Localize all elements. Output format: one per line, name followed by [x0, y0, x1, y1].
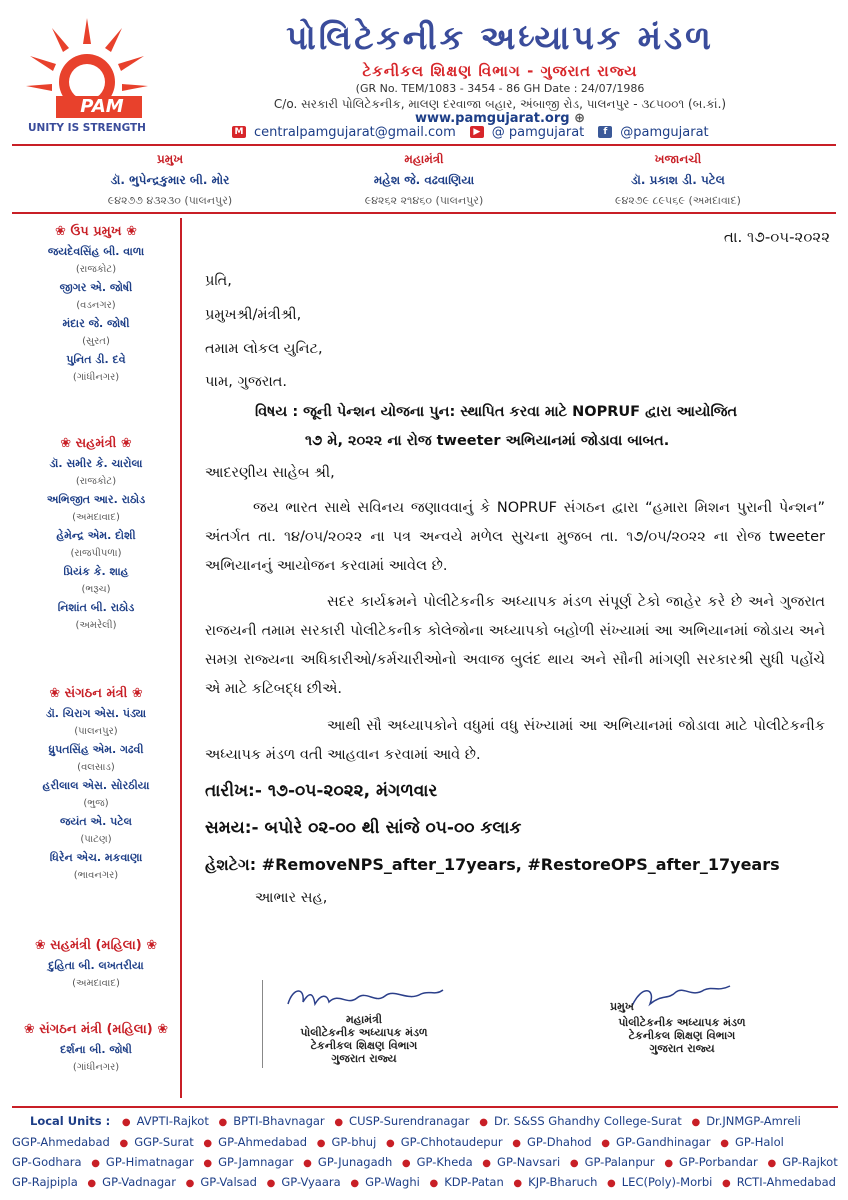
- signature-dept: ટેકનીકલ શિક્ષણ વિભાગ: [310, 1039, 418, 1052]
- unit-name: GGP-Surat: [134, 1135, 194, 1149]
- sun-logo-icon: [22, 14, 152, 138]
- role-label: ખજાનચી: [654, 152, 702, 166]
- unit-name: RCTI-Ahmedabad: [736, 1175, 836, 1189]
- recipient-line: પ્રમુખશ્રી/મંત્રીશ્રી,: [205, 307, 302, 323]
- member-city: (રાજકોટ): [75, 264, 117, 275]
- unit-name: GP-Palanpur: [584, 1155, 655, 1169]
- unit-name: GP-Valsad: [200, 1175, 257, 1189]
- unit-name: GP-Vadnagar: [102, 1175, 176, 1189]
- facebook-icon: f: [598, 126, 612, 138]
- office-bearer-president: [40, 152, 300, 208]
- subject-line-1: વિષય : જૂની પેન્શન યોજના પુન: સ્થાપિત કરવા માટે NOPRUF દ્વારા આયોજિત: [255, 404, 738, 420]
- salutation: આદરણીય સાહેબ શ્રી,: [205, 465, 335, 481]
- email-link[interactable]: centralpamgujarat@gmail.com: [254, 124, 456, 140]
- footer-line-2: GGP-Ahmedabad ● GGP-Surat ● GP-Ahmedabad ● GP-bhuj ● GP-Chhotaudepur ● GP-Dhahod ● GP-Gandhinagar ● GP-Halol: [12, 1135, 784, 1149]
- member-city: (વલસાડ): [77, 762, 115, 773]
- member-city: (પાલનપુર): [74, 726, 118, 737]
- member-city: (અમરેલી): [75, 620, 117, 631]
- member-city: (અમદાવાદ): [72, 978, 120, 989]
- member-name: મંદાર જે. જોષી: [62, 317, 130, 330]
- unit-name: LEC(Poly)-Morbi: [621, 1175, 713, 1189]
- local-units-footer: [12, 1106, 838, 1196]
- youtube-link[interactable]: @ pamgujarat: [491, 124, 585, 140]
- section-heading: ❀ ઉપ પ્રમુખ ❀: [55, 224, 137, 239]
- member-name: દુહિતા બી. લખતરીયા: [48, 959, 144, 972]
- bearer-name: ડૉ. પ્રકાશ ડી. પટેલ: [631, 173, 725, 187]
- facebook-link[interactable]: @pamgujarat: [620, 124, 709, 140]
- unit-name: KJP-Bharuch: [528, 1175, 598, 1189]
- member-city: (રાજપીપળા): [70, 548, 122, 559]
- organization-secretary-section: [12, 686, 180, 881]
- unit-name: KDP-Patan: [444, 1175, 504, 1189]
- unit-name: GP-Porbandar: [679, 1155, 758, 1169]
- website-text[interactable]: www.pamgujarat.org: [415, 111, 570, 126]
- member-city: (ભરૂચ): [81, 584, 111, 595]
- signature-state: ગુજરાત રાજ્ય: [649, 1042, 715, 1055]
- pam-logo: [22, 14, 152, 138]
- footer-line-1: Local Units : ● AVPTI-Rajkot ● BPTI-Bhavnagar ● CUSP-Surendranagar ● Dr. S&SS Ghandhy College-Surat ● Dr.JNMGP-Amreli: [30, 1114, 801, 1128]
- member-city: (પાટણ): [80, 834, 112, 845]
- footer-line-4: GP-Rajpipla ● GP-Vadnagar ● GP-Valsad ● GP-Vyaara ● GP-Waghi ● KDP-Patan ● KJP-Bharuch ● LEC(Poly)-Morbi ● RCTI-Ahmedabad: [12, 1175, 836, 1189]
- unit-name: GP-Waghi: [365, 1175, 420, 1189]
- bearer-name: ડૉ. ભુપેન્દ્રકુમાર બી. મોર: [110, 173, 230, 187]
- member-city: (રાજકોટ): [75, 476, 117, 487]
- bearers-divider: [12, 212, 836, 214]
- recipient-line: પામ, ગુજરાત.: [205, 374, 287, 390]
- contact-row: [232, 122, 832, 142]
- org-subtitle: ટેકનીકલ શિક્ષણ વિભાગ - ગુજરાત રાજ્ય: [362, 62, 638, 80]
- member-name: જયદેવસિંહ બી. વાળા: [47, 245, 145, 258]
- header-divider: [12, 144, 836, 146]
- member-name: પ્રિયંક કે. શાહ: [63, 565, 129, 578]
- member-name: ધિરેન એચ. મકવાણા: [49, 851, 143, 864]
- address: C/o. સરકારી પોલિટેકનીક, માલણ દરવાજા બહાર, અંબાજી રોડ, પાલનપુર - ૩૮૫૦૦૧ (બ.કાં.): [273, 97, 727, 111]
- signature-org: પોલીટેકનીક અધ્યાપક મંડળ: [618, 1016, 746, 1029]
- section-heading: ❀ સહમંત્રી ❀: [60, 436, 132, 451]
- logo-tagline: UNITY IS STRENGTH: [28, 122, 146, 134]
- member-name: દર્શના બી. જોષી: [60, 1043, 132, 1056]
- signature-state: ગુજરાત રાજ્ય: [331, 1052, 397, 1065]
- joint-secretary-women-section: [12, 938, 180, 989]
- office-bearer-treasurer: [548, 152, 808, 208]
- unit-name: Dr. S&SS Ghandhy College-Surat: [493, 1114, 682, 1128]
- unit-name: GP-Godhara: [12, 1155, 82, 1169]
- member-city: (વડનગર): [76, 300, 116, 311]
- signature-role: મહામંત્રી: [346, 1013, 382, 1026]
- unit-name: GGP-Ahmedabad: [12, 1135, 110, 1149]
- signature-block-president: [582, 980, 782, 1068]
- member-name: હેમેન્દ્ર એમ. દોશી: [56, 529, 136, 542]
- unit-name: GP-bhuj: [331, 1135, 377, 1149]
- unit-name: Dr.JNMGP-Amreli: [706, 1114, 801, 1128]
- hashtags: હેશટેગ: #RemoveNPS_after_17years, #RestoreOPS_after_17years: [205, 855, 780, 874]
- member-city: (ભુજ): [83, 798, 109, 809]
- member-city: (સુરત): [82, 336, 110, 347]
- section-heading: ❀ સંગઠન મંત્રી (મહિલા) ❀: [23, 1022, 169, 1037]
- member-city: (અમદાવાદ): [72, 512, 120, 523]
- member-name: ડૉ. સમીર કે. ચારોલા: [49, 457, 143, 470]
- unit-name: CUSP-Surendranagar: [349, 1114, 470, 1128]
- member-name: નિશાંત બી. રાઠોડ: [57, 601, 135, 614]
- signature-role: પ્રમુખ: [610, 1000, 634, 1013]
- bearer-phone: ૯૪૨૬૨ ૨૧૪૬૦ (પાલનપુર): [364, 194, 484, 207]
- closing: આભાર સહ,: [255, 890, 328, 906]
- signature-dept: ટેકનીકલ શિક્ષણ વિભાગ: [628, 1029, 736, 1042]
- unit-name: GP-Kheda: [416, 1155, 473, 1169]
- youtube-icon: ▶: [470, 126, 484, 138]
- unit-name: GP-Dhahod: [527, 1135, 592, 1149]
- member-name: ડૉ. ચિરાગ એસ. પંડ્યા: [45, 707, 147, 720]
- globe-icon: ⊕: [574, 111, 585, 126]
- unit-name: GP-Ahmedabad: [218, 1135, 308, 1149]
- local-units-label: Local Units :: [30, 1114, 111, 1128]
- role-label: પ્રમુખ: [156, 152, 184, 166]
- recipient-line: તમામ લોકલ યુનિટ,: [205, 341, 323, 357]
- footer-line-3: GP-Godhara ● GP-Himatnagar ● GP-Jamnagar ● GP-Junagadh ● GP-Kheda ● GP-Navsari ● GP-Palanpur ● GP-Porbandar ● GP-Rajkot: [12, 1155, 838, 1169]
- member-name: હરીલાલ એસ. સોરઠીયા: [42, 779, 150, 792]
- unit-name: GP-Himatnagar: [105, 1155, 194, 1169]
- paragraph-3: આથી સૌ અધ્યાપકોને વધુમાં વધુ સંખ્યામાં આ અભિયાનમાં જોડાવા માટે પોલીટેકનીક અધ્યાપક મંડળ વતી આહવાન કરવામાં આવે છે.: [205, 718, 825, 763]
- bearer-name: મહેશ જે. વઢવાણિયા: [373, 173, 475, 187]
- member-name: અભિજીત આર. રાઠોડ: [46, 493, 146, 506]
- registration-info: (GR No. TEM/1083 - 3454 - 86 GH Date : 24/07/1986: [355, 82, 645, 95]
- joint-secretary-section: [12, 436, 180, 631]
- unit-name: GP-Rajpipla: [12, 1175, 78, 1189]
- paragraph-2: સદર કાર્યક્રમને પોલીટેકનીક અધ્યાપક મંડળ સંપૂર્ણ ટેકો જાહેર કરે છે અને ગુજરાત રાજયની તમામ સરકારી પોલીટેકનીક કોલેજોના અધ્યાપકો બહોળી સંખ્યામાં આ અભિયાનમાં જોડાય અને સમગ્ર રાજ્યના અધિકારીઓ/કર્મચારીઓનો અવાજ બુલંદ થાય અને સૌની માંગણી સરકારશ્રી સુધી પહોંચે એ માટે કટિબદ્ધ છીએ.: [205, 594, 825, 697]
- logo-text: PAM: [80, 96, 124, 117]
- unit-name: GP-Rajkot: [782, 1155, 838, 1169]
- signature-block-general-secretary: [262, 980, 465, 1068]
- member-city: (ભાવનગર): [73, 870, 119, 881]
- unit-name: BPTI-Bhavnagar: [233, 1114, 325, 1128]
- unit-name: GP-Vyaara: [281, 1175, 341, 1189]
- member-name: ધ્રુપતસિંહ એમ. ગઢવી: [48, 743, 144, 756]
- unit-name: GP-Junagadh: [317, 1155, 393, 1169]
- email-icon: M: [232, 126, 246, 138]
- unit-name: GP-Gandhinagar: [615, 1135, 711, 1149]
- bearer-phone: ૯૪૨૭૭ ૪૩૨૩૦ (પાલનપુર): [107, 194, 233, 207]
- unit-name: GP-Jamnagar: [218, 1155, 294, 1169]
- section-heading: ❀ સંગઠન મંત્રી ❀: [49, 686, 143, 701]
- unit-name: GP-Chhotaudepur: [400, 1135, 503, 1149]
- organization-secretary-women-section: [12, 1022, 180, 1073]
- committee-sidebar: [12, 218, 182, 1098]
- subject-line-2: ૧૭ મે, ૨૦૨૨ ના રોજ tweeter અભિયાનમાં જોડાવા બાબત.: [305, 433, 670, 449]
- paragraph-1: જય ભારત સાથે સવિનય જણાવવાનું કે NOPRUF સંગઠન દ્વારા “હમારા મિશન પુરાની પેન્શન” અંતર્ગત તા. ૧૪/૦૫/૨૦૨૨ ના પત્ર અન્વયે મળેલ સુચના મુજબ તા. ૧૭/૦૫/૨૦૨૨ ના રોજ tweeter અભિયાનનું આયોજન કરવામાં આવેલ છે.: [205, 500, 825, 574]
- unit-name: AVPTI-Rajkot: [136, 1114, 209, 1128]
- recipient-line: પ્રતિ,: [205, 273, 232, 289]
- member-name: જયંત એ. પટેલ: [59, 815, 132, 828]
- office-bearer-general-secretary: [294, 152, 554, 208]
- member-city: (ગાંધીનગર): [72, 1062, 120, 1073]
- unit-name: GP-Halol: [734, 1135, 784, 1149]
- member-city: (ગાંધીનગર): [72, 372, 120, 383]
- org-title: પોલિટેકનીક અધ્યાપક મંડળ: [286, 18, 714, 57]
- handwritten-signature-icon: [283, 982, 453, 1014]
- member-name: પુનિત ડી. દવે: [66, 353, 126, 366]
- section-heading: ❀ સહમંત્રી (મહિલા) ❀: [34, 938, 158, 953]
- member-name: જીગર એ. જોષી: [59, 281, 133, 294]
- role-label: મહામંત્રી: [404, 152, 444, 166]
- bearer-phone: ૯૪૨૭૯ ૮૯૫૬૯ (અમદાવાદ): [615, 194, 741, 207]
- unit-name: GP-Navsari: [497, 1155, 561, 1169]
- vice-president-section: [12, 224, 180, 383]
- event-time: સમય:- બપોરે ૦૨-૦૦ થી સાંજે ૦૫-૦૦ કલાક: [205, 818, 522, 838]
- letter-date: તા. ૧૭-૦૫-૨૦૨૨: [723, 228, 830, 246]
- signature-org: પોલીટેકનીક અધ્યાપક મંડળ: [300, 1026, 428, 1039]
- event-date: તારીખ:- ૧૭-૦૫-૨૦૨૨, મંગળવાર: [205, 781, 438, 801]
